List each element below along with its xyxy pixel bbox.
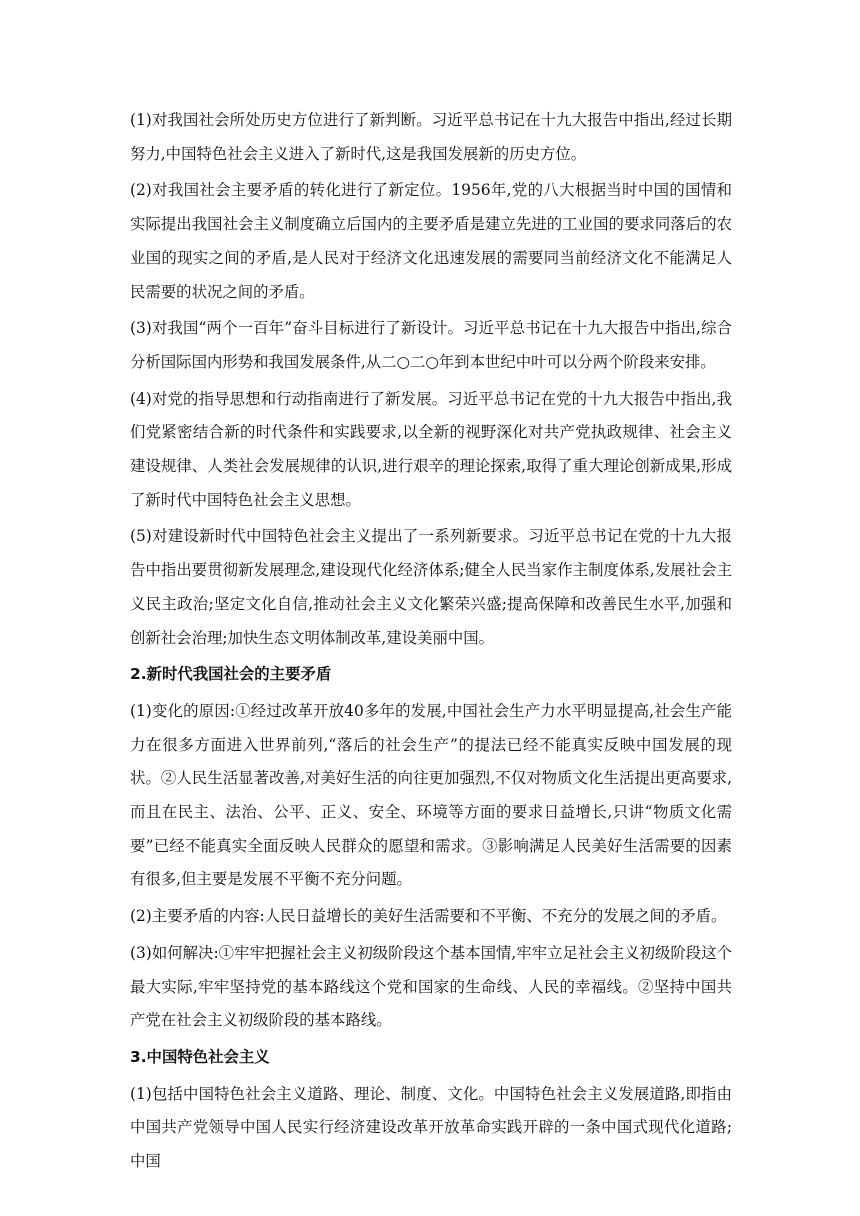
paragraph-1: (1)对我国社会所处历史方位进行了新判断。习近平总书记在十九大报告中指出,经过长期努力,中国特色社会主义进入了新时代,这是我国发展新的历史方位。 bbox=[130, 111, 732, 163]
section-heading-3: 3.中国特色社会主义 bbox=[130, 1047, 270, 1066]
paragraph-3: (3)对我国“两个一百年”奋斗目标进行了新设计。习近平总书记在十九大报告中指出,综合分析国际国内形势和我国发展条件,从二○二○年到本世纪中叶可以分两个阶段来安排。 bbox=[130, 319, 732, 371]
paragraph-9: (1)包括中国特色社会主义道路、理论、制度、文化。中国特色社会主义发展道路,即指由中国共产党领导中国人民实行经济建设改革开放革命实践开辟的一条中国式现代化道路;中国 bbox=[130, 1084, 732, 1171]
paragraph-7: (2)主要矛盾的内容:人民日益增长的美好生活需要和不平衡、不充分的发展之间的矛盾。 bbox=[130, 907, 727, 926]
paragraph-5: (5)对建设新时代中国特色社会主义提出了一系列新要求。习近平总书记在党的十九大报告中指出要贯彻新发展理念,建设现代化经济体系;健全人民当家作主制度体系,发展社会主义民主政治;坚定文化自信,推动社会主义文化繁荣兴盛;提高保障和改善民生水平,加强和创新社会治理;加快生态文明体制改革,建设美丽中国。 bbox=[130, 527, 732, 647]
paragraph-4: (4)对党的指导思想和行动指南进行了新发展。习近平总书记在党的十九大报告中指出,我们党紧密结合新的时代条件和实践要求,以全新的视野深化对共产党执政规律、社会主义建设规律、人类社会发展规律的认识,进行艰辛的理论探索,取得了重大理论创新成果,形成了新时代中国特色社会主义思想。 bbox=[130, 389, 732, 509]
document-page bbox=[130, 104, 732, 1182]
paragraph-2: (2)对我国社会主要矛盾的转化进行了新定位。1956年,党的八大根据当时中国的国情和实际提出我国社会主义制度确立后国内的主要矛盾是建立先进的工业国的要求同落后的农业国的现实之间的矛盾,是人民对于经济文化迅速发展的需要同当前经济文化不能满足人民需要的状况之间的矛盾。 bbox=[130, 181, 732, 301]
section-heading-2: 2.新时代我国社会的主要矛盾 bbox=[130, 665, 332, 684]
paragraph-8: (3)如何解决:①牢牢把握社会主义初级阶段这个基本国情,牢牢立足社会主义初级阶段这个最大实际,牢牢坚持党的基本路线这个党和国家的生命线、人民的幸福线。②坚持中国共产党在社会主义初级阶段的基本路线。 bbox=[130, 943, 732, 1030]
paragraph-6: (1)变化的原因:①经过改革开放40多年的发展,中国社会生产力水平明显提高,社会生产能力在很多方面进入世界前列,“落后的社会生产”的提法已经不能真实反映中国发展的现状。②人民生活显著改善,对美好生活的向往更加强烈,不仅对物质文化生活提出更高要求,而且在民主、法治、公平、正义、安全、环境等方面的要求日益增长,只讲“物质文化需要”已经不能真实全面反映人民群众的愿望和需求。③影响满足人民美好生活需要的因素有很多,但主要是发展不平衡不充分问题。 bbox=[130, 701, 732, 889]
